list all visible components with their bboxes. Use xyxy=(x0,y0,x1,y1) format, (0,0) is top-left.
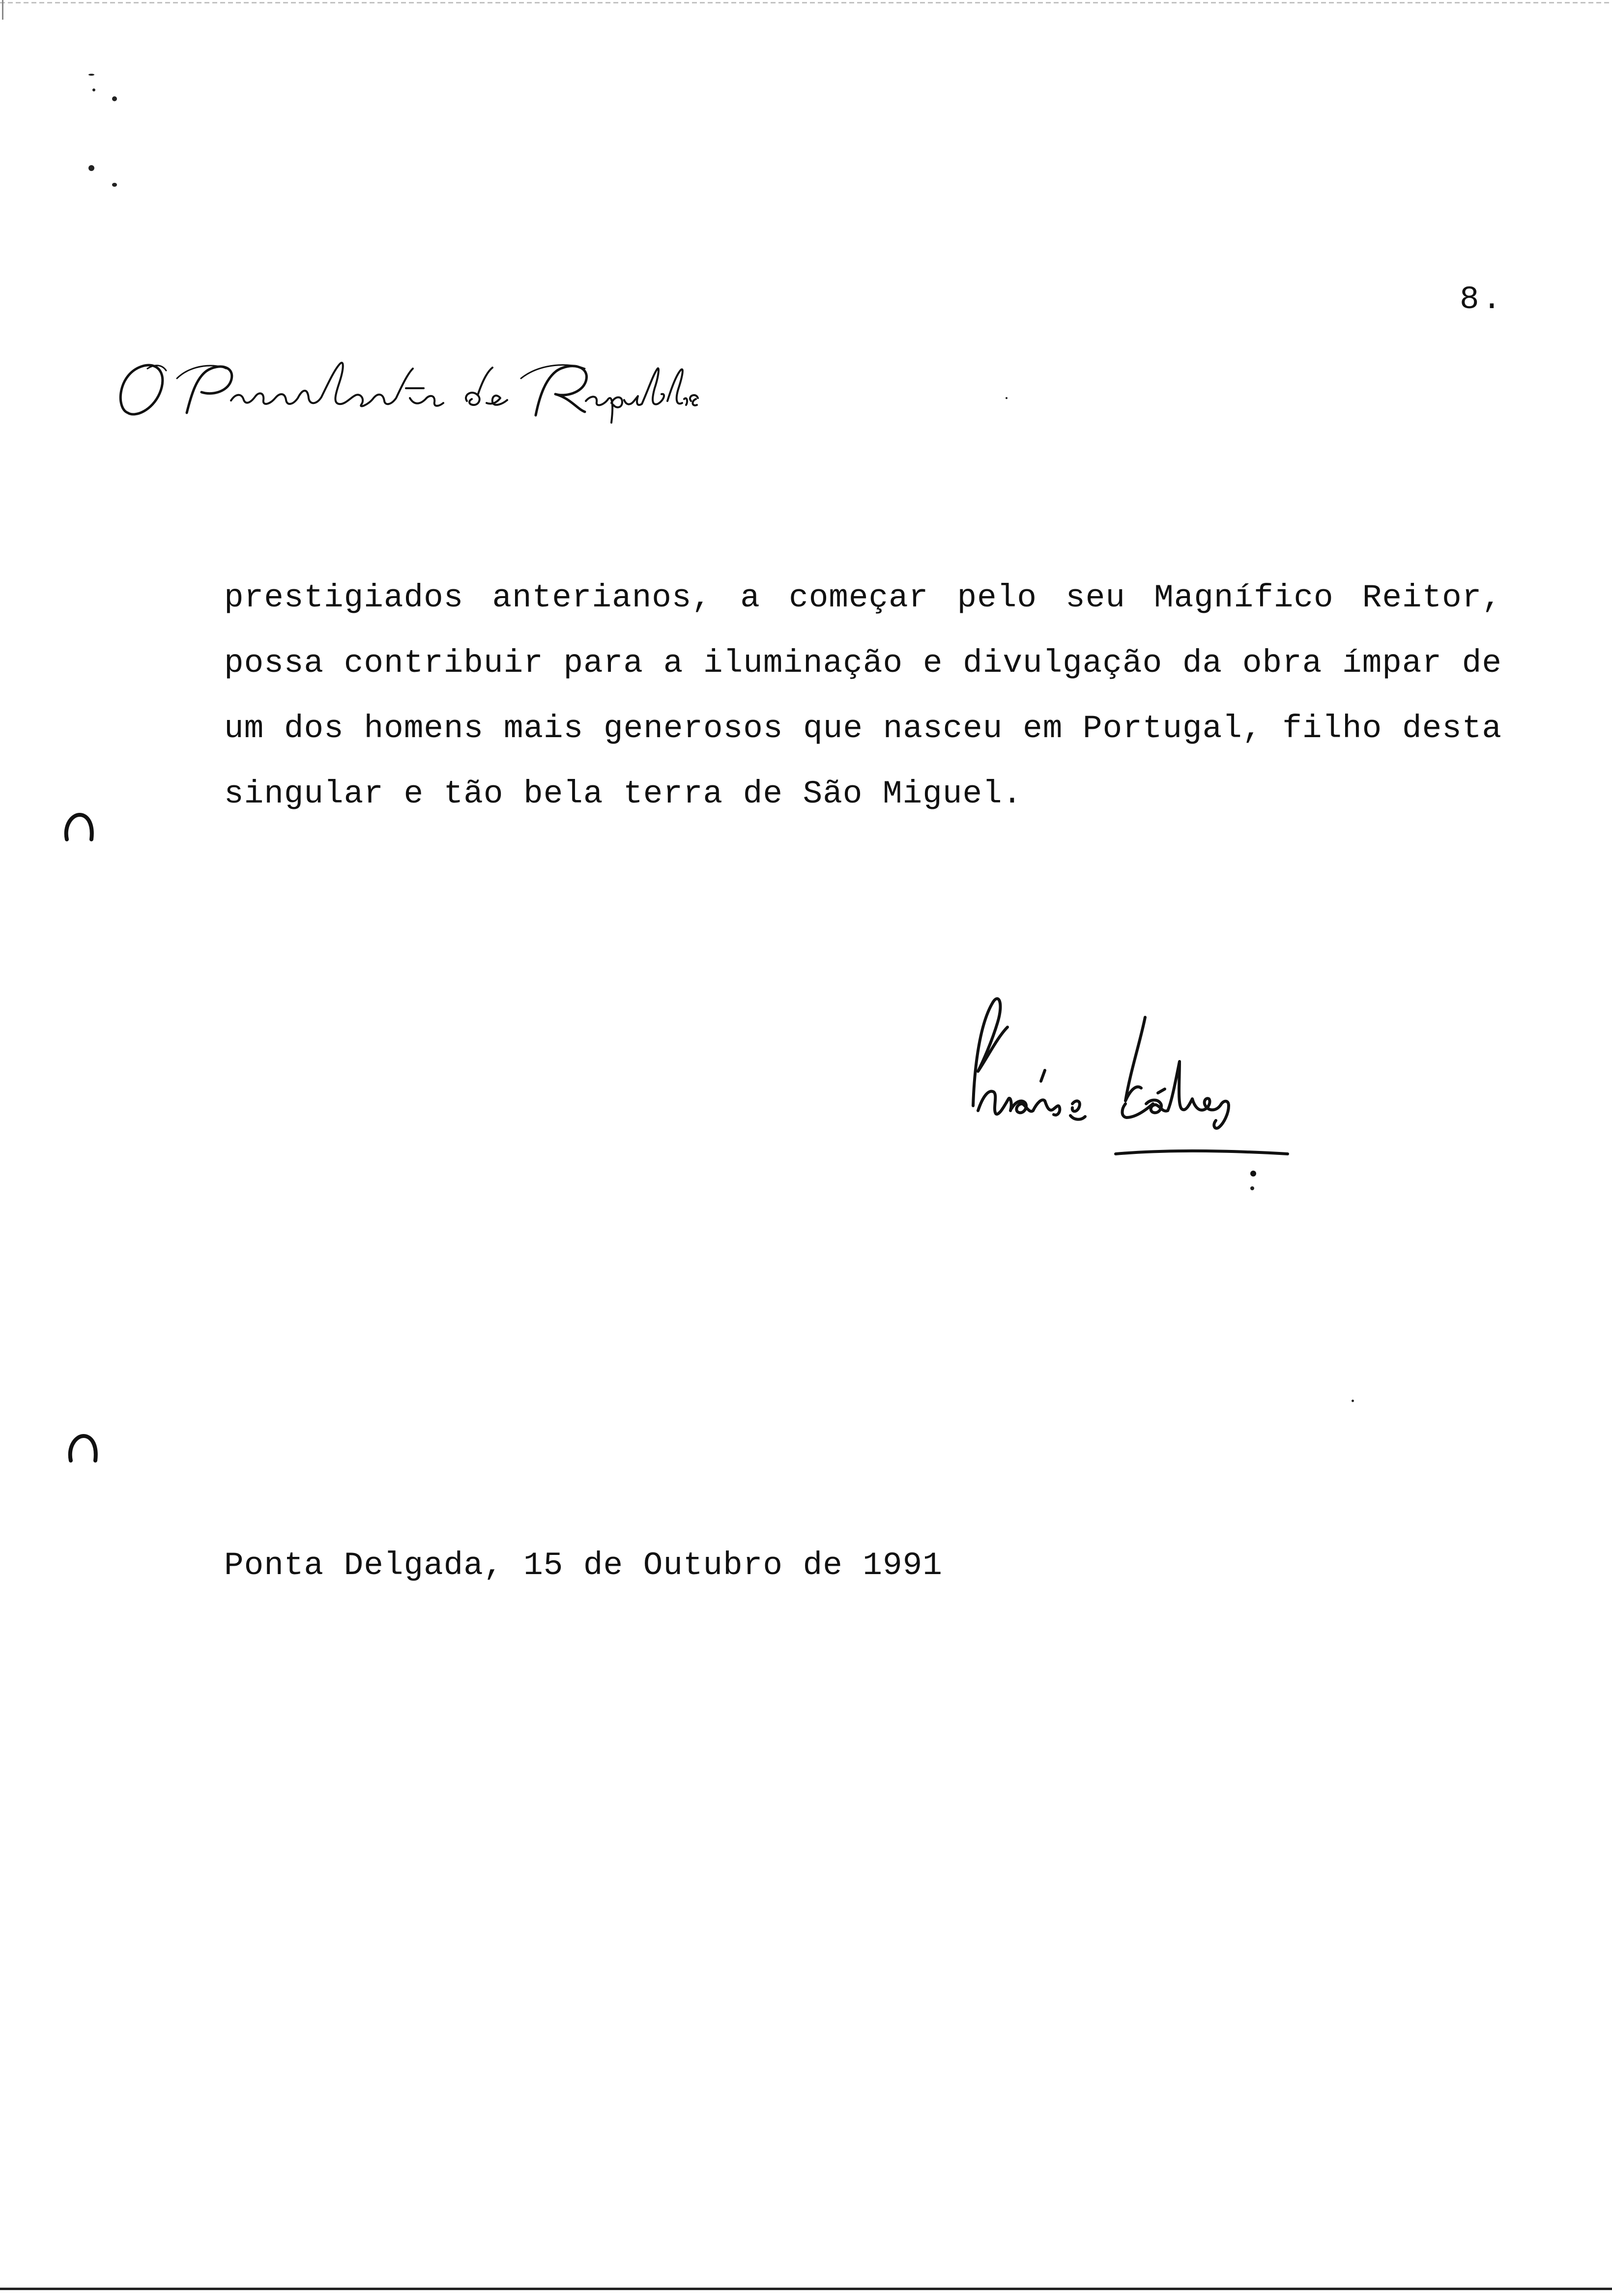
scan-speck xyxy=(1352,1400,1354,1402)
scan-speck xyxy=(1006,397,1008,399)
body-line: prestigiados anterianos, a começar pelo seu Magnífico Reitor, xyxy=(224,579,1502,616)
body-line: possa contribuir para a iluminação e divulgação da obra ímpar de xyxy=(224,645,1502,682)
scan-edge-top xyxy=(0,2,1612,3)
place-and-date: Ponta Delgada, 15 de Outubro de 1991 xyxy=(224,1547,943,1584)
scan-speck xyxy=(88,74,94,76)
scan-edge-bottom xyxy=(0,2288,1612,2290)
scan-speck xyxy=(92,88,95,91)
body-line: um dos homens mais generosos que nasceu em Portugal, filho desta xyxy=(224,710,1502,747)
letter-body xyxy=(224,565,1502,827)
scan-speck xyxy=(112,96,117,101)
letterhead-script-logo xyxy=(113,354,703,428)
scan-speck xyxy=(112,183,117,187)
body-line: singular e tão bela terra de São Miguel. xyxy=(224,775,1023,812)
scan-speck xyxy=(88,165,94,171)
scan-edge-left xyxy=(2,0,3,20)
punch-hole-lower xyxy=(67,1432,98,1464)
page-number: 8. xyxy=(1460,281,1505,318)
signature xyxy=(963,988,1307,1204)
punch-hole-upper xyxy=(63,811,94,842)
